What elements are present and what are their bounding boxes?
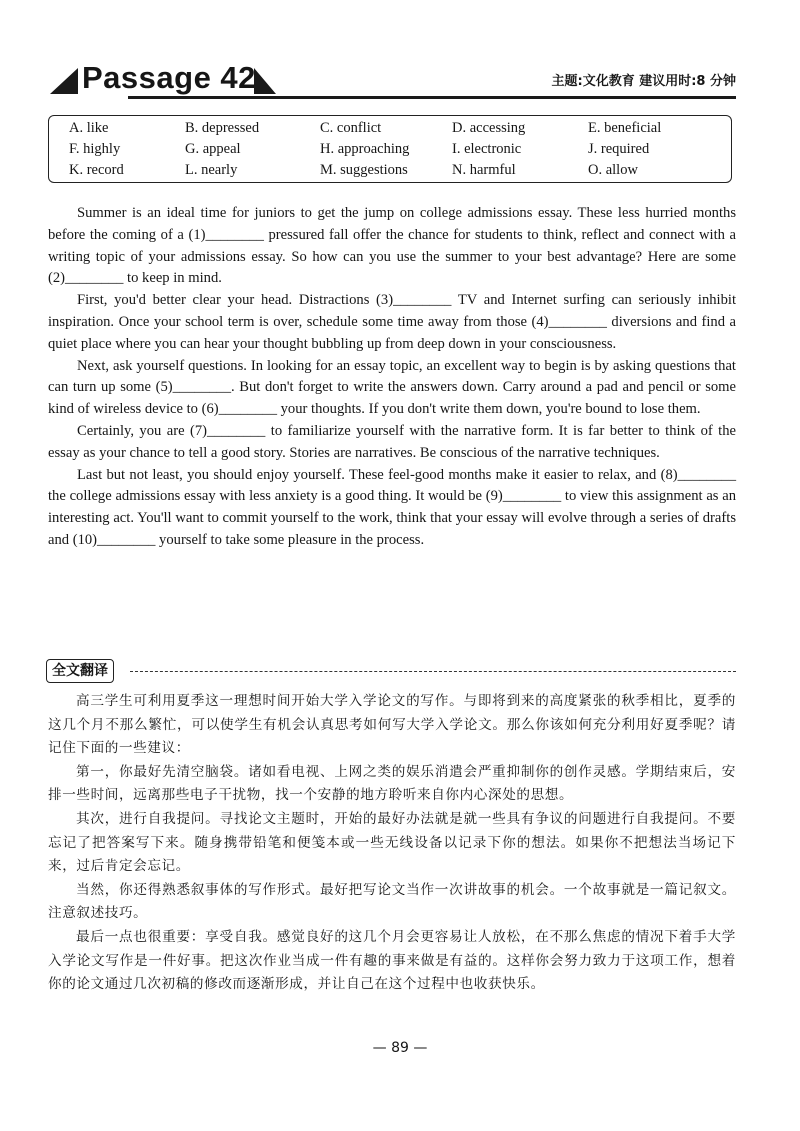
passage-paragraph-4: Certainly, you are (7)________ to familiarize yourself with the narrative form. It is far better to think of the essay as your chance to tell a good story. Stories are narratives. Be conscious of the narrative techniques. [48,422,736,461]
translation-paragraph-3: 其次，进行自我提问。寻找论文主题时，开始的最好办法就是就一些具有争议的问题进行自我提问。不要忘记了把答案写下来。随身携带铅笔和便笺本或一些无线设备以记录下你的想法。如果你不把想法当场记下来，过后肯定会忘记。 [48,810,736,875]
option-k: K. record [69,162,124,178]
translation-paragraph-4: 当然，你还得熟悉叙事体的写作形式。最好把写论文当作一次讲故事的机会。一个故事就是一篇记叙文。注意叙述技巧。 [48,881,736,922]
option-e: E. beneficial [588,120,662,136]
option-g: G. appeal [185,141,241,157]
passage-title: Passage 42 [82,60,256,95]
option-m: M. suggestions [320,162,408,178]
option-o: O. allow [588,162,638,178]
passage-paragraph-3: Next, ask yourself questions. In looking for an essay topic, an excellent way to begin is by asking questions that can turn up some (5)________. But don't forget to write the answers down. Carry around a pad and pencil or some kind of wireless device to (6)________ your thoughts. If you don't write them down, you're bound to lose them. [48,357,736,418]
option-b: B. depressed [185,120,260,136]
translation-paragraph-1: 高三学生可利用夏季这一理想时间开始大学入学论文的写作。与即将到来的高度紧张的秋季相比，夏季的这几个月不那么繁忙，可以使学生有机会认真思考如何写大学入学论文。那么你该如何充分利用好夏季呢？请记住下面的一些建议： [48,693,736,757]
passage-header [46,58,736,102]
option-j: J. required [588,141,650,157]
option-h: H. approaching [320,141,410,157]
option-f: F. highly [69,141,121,157]
page-number: — 89 — [372,1040,428,1056]
passage-paragraph-2: First, you'd better clear your head. Distractions (3)________ TV and Internet surfing can seriously inhibit inspiration. Once your school term is over, schedule some time away from those (4)________ diversions and find a quiet place where you can hear your thought bubbling up from deep down in your consciousness. [48,292,736,352]
translation-text [48,690,736,997]
passage-meta: 主题:文化教育 建议用时:8 分钟 [551,74,736,89]
translation-label: 全文翻译 [46,659,114,683]
word-options-box [48,115,732,183]
header-rule [128,96,736,99]
passage-text [48,203,736,552]
option-l: L. nearly [185,162,238,178]
translation-paragraph-2: 第一，你最好先清空脑袋。诸如看电视、上网之类的娱乐消遣会严重抑制你的创作灵感。学期结束后，安排一些时间，远离那些电子干扰物，找一个安静的地方聆听来自你内心深处的思想。 [48,763,736,804]
dashed-divider [130,671,736,672]
right-triangle-icon [254,68,276,94]
option-a: A. like [69,120,109,136]
passage-paragraph-5: Last but not least, you should enjoy yourself. These feel-good months make it easier to relax, and (8)________ the college admissions essay with less anxiety is a good thing. It would be (9)________ to view this assignment as an interesting act. You'll want to commit yourself to the work, think that your essay will evolve through a series of drafts and (10)________ yourself to take some pleasure in the process. [48,466,736,548]
option-i: I. electronic [452,141,522,157]
left-triangle-icon [50,68,78,94]
passage-paragraph-1: Summer is an ideal time for juniors to get the jump on college admissions essay. These less hurried months before the coming of a (1)________ pressured fall offer the chance for students to think, reflect and connect with a writing topic of your admissions essay. So how can you use the summer to your best advantage? Here are some (2)________ to keep in mind. [48,205,736,287]
option-n: N. harmful [452,162,516,178]
option-d: D. accessing [452,120,526,136]
translation-paragraph-5: 最后一点也很重要：享受自我。感觉良好的这几个月会更容易让人放松，在不那么焦虑的情况下着手大学入学论文写作是一件好事。把这次作业当成一件有趣的事来做是有益的。这样你会努力致力于这项工作，想着你的论文通过几次初稿的修改而逐渐形成，并让自己在这个过程中也收获快乐。 [48,928,736,993]
option-c: C. conflict [320,120,382,136]
translation-header [46,659,736,685]
